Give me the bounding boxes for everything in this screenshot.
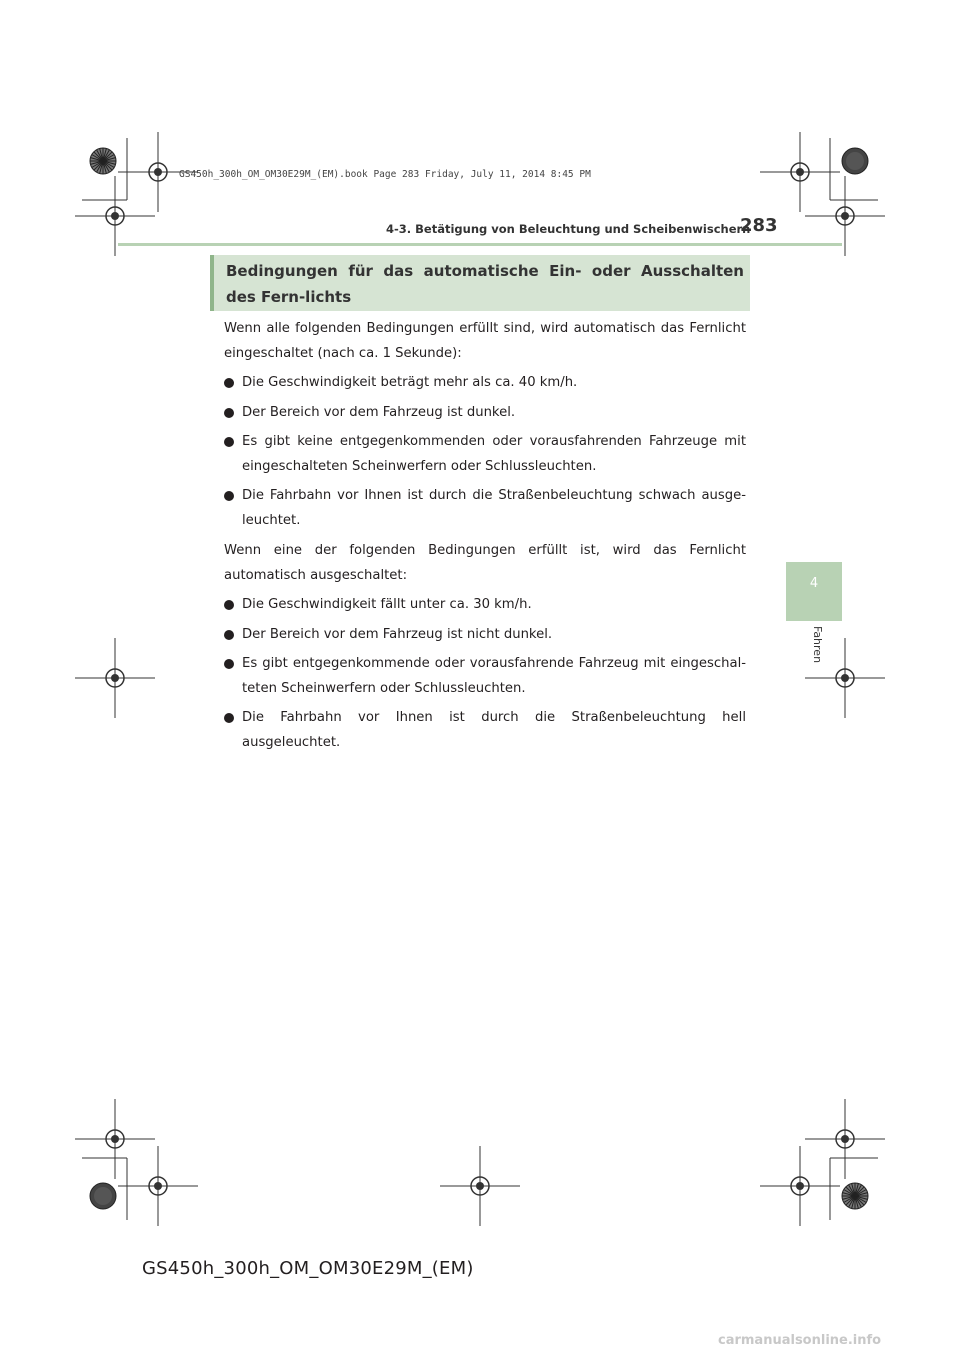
crosshair-dot [111, 212, 119, 220]
heading-text: Bedingungen für das automatische Ein- oder Ausschalten des Fern-lichts [226, 262, 744, 306]
print-info: GS450h_300h_OM_OM30E29M_(EM).book Page 283 Friday, July 11, 2014 8:45 PM [179, 169, 591, 180]
crosshair-dot [841, 212, 849, 220]
off-conditions-list [224, 593, 746, 755]
list-item [224, 430, 746, 479]
list-item-text: Die Geschwindigkeit beträgt mehr als ca. 40 km/h. [242, 375, 578, 390]
crosshair-dot [476, 1182, 484, 1190]
list-item-text: Die Fahrbahn vor Ihnen ist durch die Straßenbeleuchtung schwach ausge-leuchtet. [242, 488, 746, 528]
bullet-icon [224, 408, 234, 418]
bullet-icon [224, 600, 234, 610]
crosshair-dot [111, 1135, 119, 1143]
bullet-icon [224, 659, 234, 669]
list-item [224, 371, 746, 396]
list-item-text: Der Bereich vor dem Fahrzeug ist dunkel. [242, 404, 516, 420]
body-text [224, 317, 746, 761]
watermark: carmanualsonline.info [718, 1333, 882, 1348]
crosshair-dot [841, 1135, 849, 1143]
chapter-tab [786, 562, 842, 621]
list-item-text: Es gibt keine entgegenkommenden oder vorausfahrenden Fahrzeuge mit eingeschalteten Scheinwerfern oder Schlussleuchten. [242, 434, 746, 474]
page-number: 283 [740, 215, 778, 236]
crosshair-dot [154, 1182, 162, 1190]
header-rule [118, 243, 842, 246]
chapter-label: Fahren [811, 626, 824, 664]
list-item [224, 652, 746, 701]
crosshair-dot [154, 168, 162, 176]
on-conditions-list [224, 371, 746, 533]
bullet-icon [224, 378, 234, 388]
solid-disc-inner [94, 1187, 112, 1205]
list-item-text: Die Fahrbahn vor Ihnen ist durch die Straßenbeleuchtung hell ausgeleuchtet. [242, 710, 746, 750]
crosshair-dot [796, 1182, 804, 1190]
bullet-icon [224, 437, 234, 447]
list-item [224, 706, 746, 755]
crosshair-dot [841, 674, 849, 682]
solid-disc-inner [846, 152, 864, 170]
crosshair-dot [796, 168, 804, 176]
list-item-text: Der Bereich vor dem Fahrzeug ist nicht dunkel. [242, 626, 553, 642]
bullet-icon [224, 491, 234, 501]
list-item-text: Es gibt entgegenkommende oder vorausfahrende Fahrzeug mit eingeschal-teten Scheinwerfern oder Schlussleuchten. [242, 656, 746, 696]
section-title: 4-3. Betätigung von Beleuchtung und Scheibenwischern [386, 222, 751, 236]
chapter-number: 4 [809, 576, 819, 591]
crosshair-dot [111, 674, 119, 682]
list-item [224, 593, 746, 618]
list-item-text: Die Geschwindigkeit fällt unter ca. 30 km/h. [242, 597, 532, 612]
list-item [224, 623, 746, 648]
bullet-icon [224, 630, 234, 640]
bullet-icon [224, 713, 234, 723]
heading-box [210, 255, 750, 311]
off-intro: Wenn eine der folgenden Bedingungen erfüllt ist, wird das Fernlicht automatisch ausgeschaltet: [224, 543, 746, 583]
footer-code: GS450h_300h_OM_OM30E29M_(EM) [142, 1258, 474, 1279]
list-item [224, 401, 746, 426]
list-item [224, 484, 746, 533]
on-intro: Wenn alle folgenden Bedingungen erfüllt sind, wird automatisch das Fernlicht eingeschaltet (nach ca. 1 Sekunde): [224, 321, 746, 361]
